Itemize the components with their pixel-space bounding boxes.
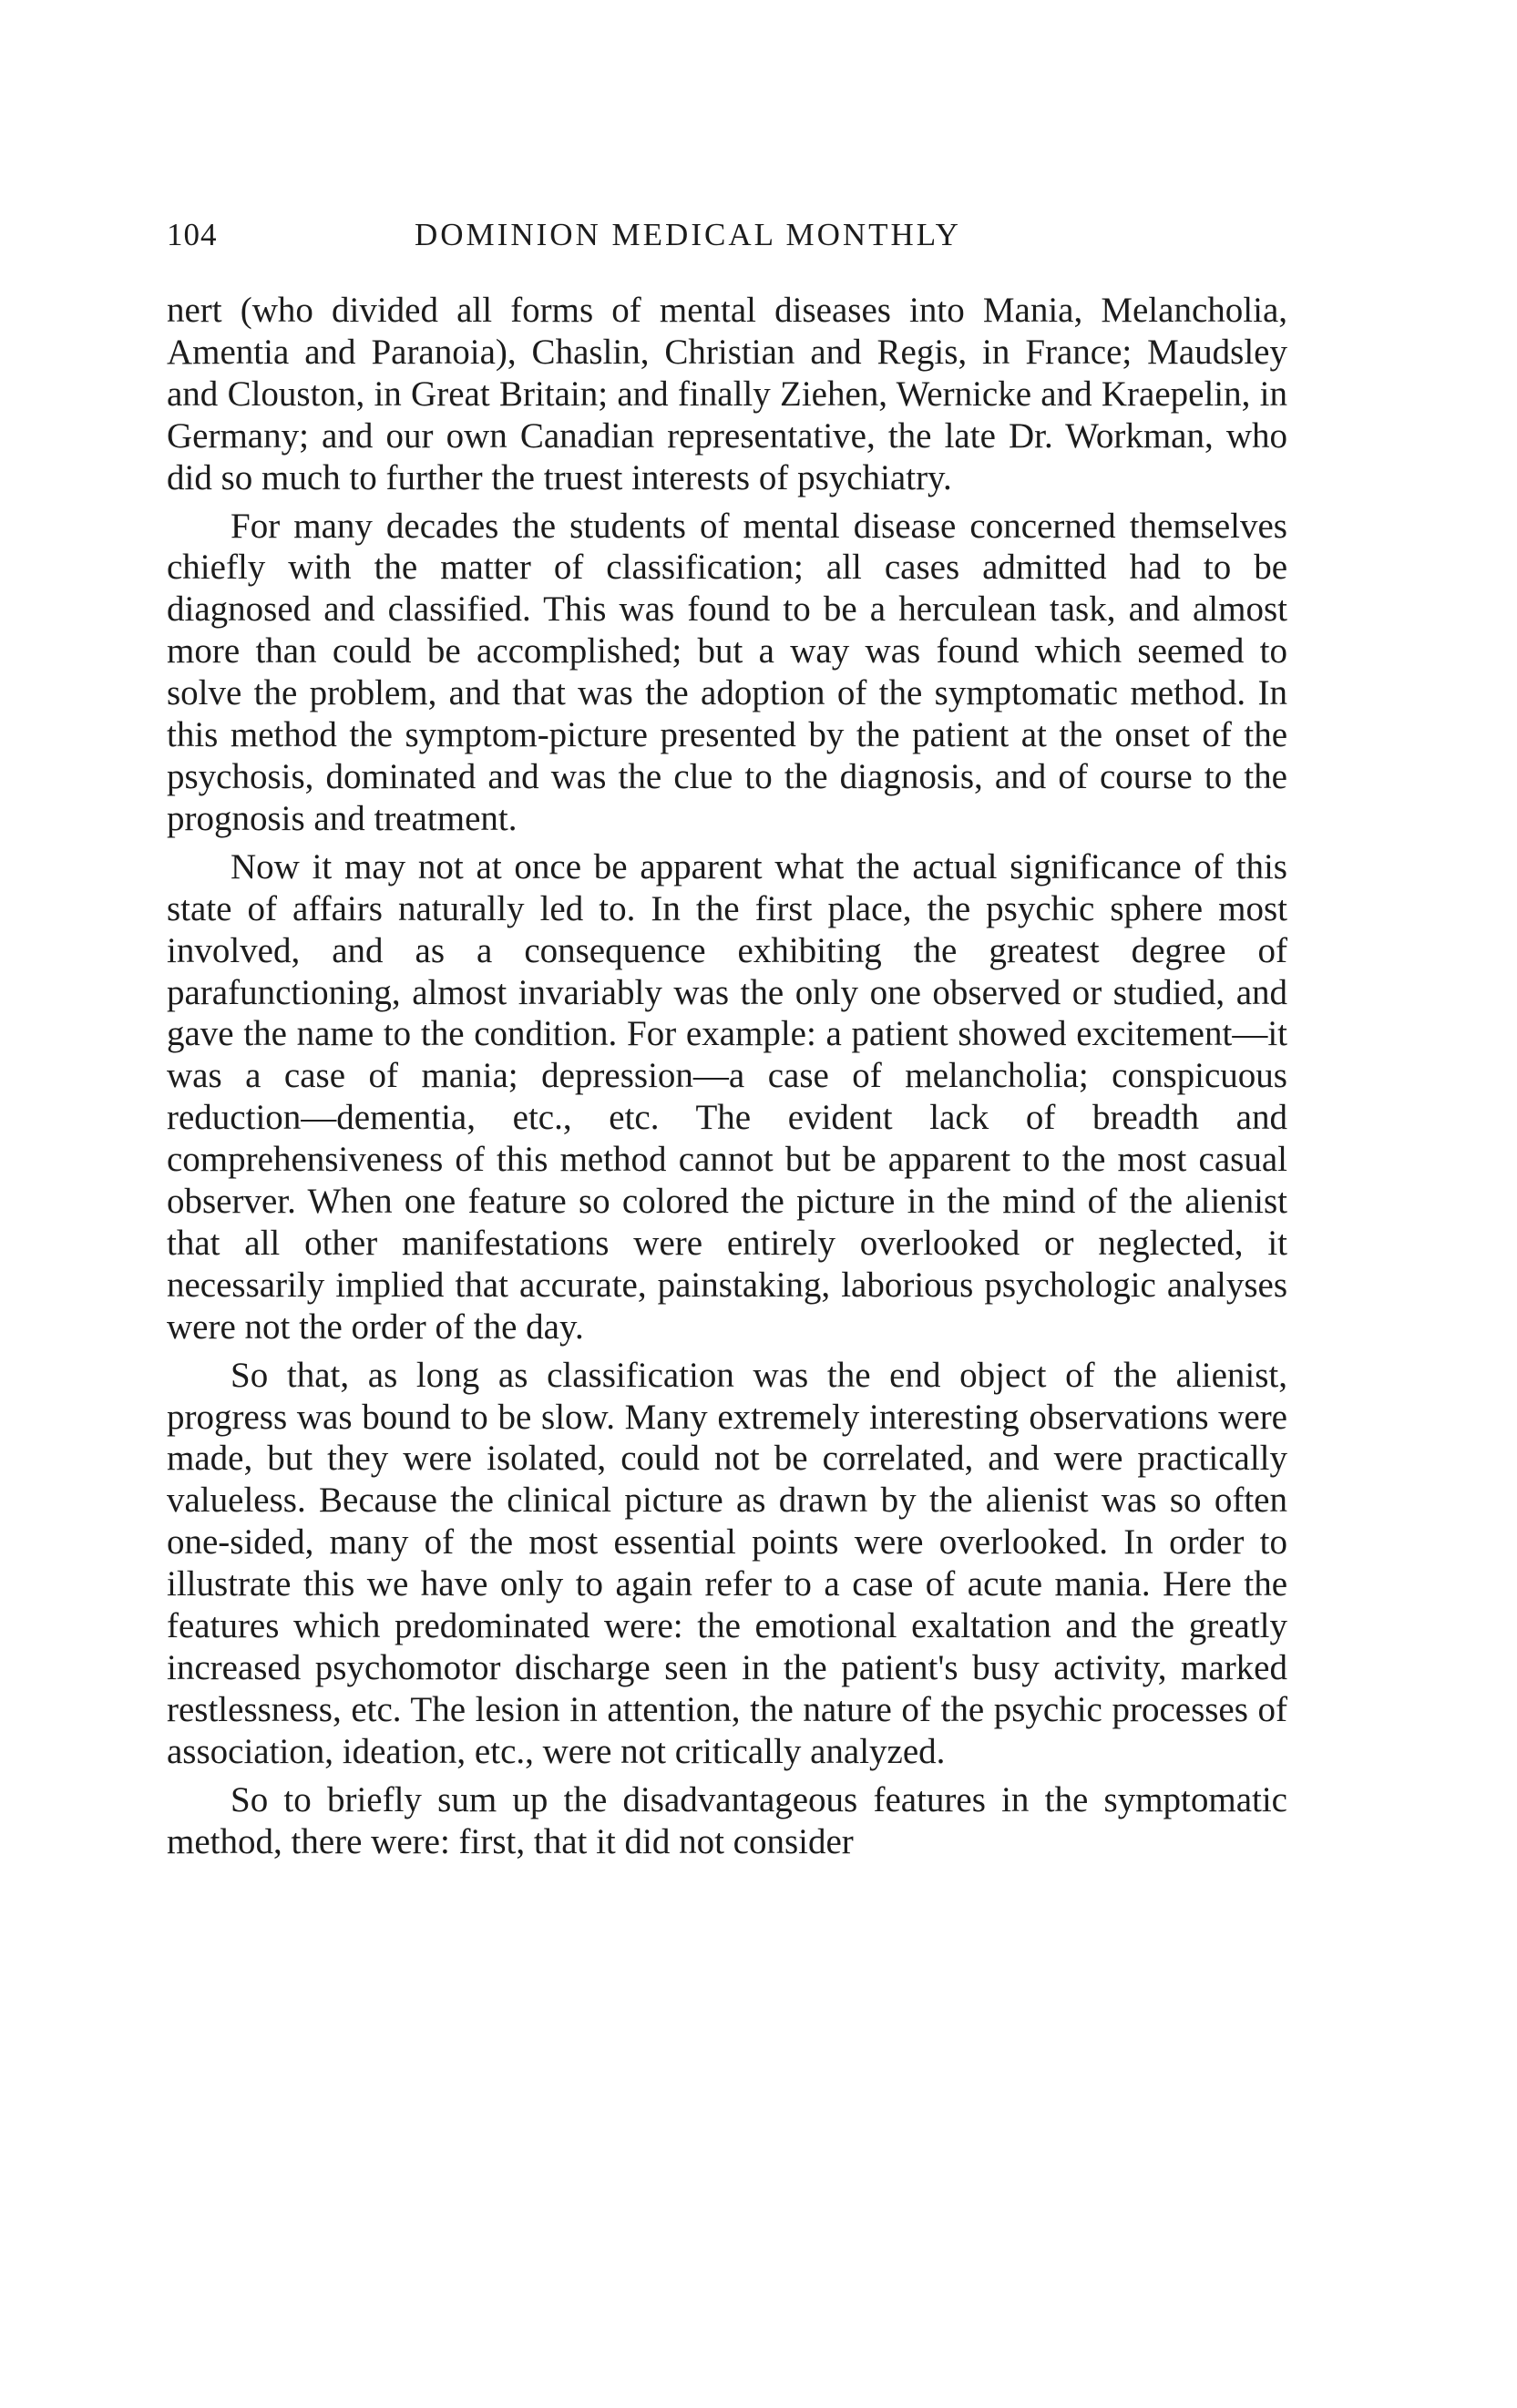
running-head xyxy=(167,217,1287,264)
paragraph: For many decades the students of mental disease concerned themselves chiefly with the matter of classification; all cases admitted had to be diagnosed and classified. This was found to be a herculean task, and almost more than could be accomplished; but a way was found which seemed to solve the problem, and that was the adoption of the symptomatic method. In this method the symptom-picture presented by the patient at the onset of the psychosis, dominated and was the clue to the diagnosis, and of course to the prognosis and treatment. xyxy=(167,506,1287,838)
paragraph: So to briefly sum up the disadvantageous features in the symptomatic method, there were: first, that it did not consider xyxy=(167,1779,1287,1861)
paragraph: Now it may not at once be apparent what the actual significance of this state of affairs naturally led to. In the first place, the psychic sphere most involved, and as a consequence exhibiting the greatest degree of parafunctioning, almost invariably was the only one observed or studied, and gave the name to the condition. For example: a patient showed excitement—it was a case of mania; depression—a case of melancholia; conspicuous reduction—dementia, etc., etc. The evident lack of breadth and comprehensiveness of this method cannot but be apparent to the most casual observer. When one feature so colored the picture in the mind of the alienist that all other manifestations were entirely overlooked or neglected, it necessarily implied that accurate, painstaking, laborious psychologic analyses were not the order of the day. xyxy=(167,846,1287,1347)
paragraph: So that, as long as classification was the end object of the alienist, progress was bound to be slow. Many extremely interesting observations were made, but they were isolated, could not be correlated, and were practically valueless. Because the clinical picture as drawn by the alienist was so often one-sided, many of the most essential points were overlooked. In order to illustrate this we have only to again refer to a case of acute mania. Here the features which predominated were: the emotional exaltation and the greatly increased psychomotor discharge seen in the patient's busy activity, marked restlessness, etc. The lesion in attention, the nature of the psychic processes of association, ideation, etc., were not critically analyzed. xyxy=(167,1355,1287,1771)
page-number: 104 xyxy=(167,217,218,252)
body-text xyxy=(167,290,1287,1870)
paragraph: nert (who divided all forms of mental diseases into Mania, Melancholia, Amentia and Paranoia), Chaslin, Christian and Regis, in France; Maudsley and Clouston, in Great Britain; and finally Ziehen, Wernicke and Kraepelin, in Germany; and our own Canadian representative, the late Dr. Workman, who did so much to further the truest interests of psychiatry. xyxy=(167,291,1287,497)
journal-title: DOMINION MEDICAL MONTHLY xyxy=(415,217,961,252)
